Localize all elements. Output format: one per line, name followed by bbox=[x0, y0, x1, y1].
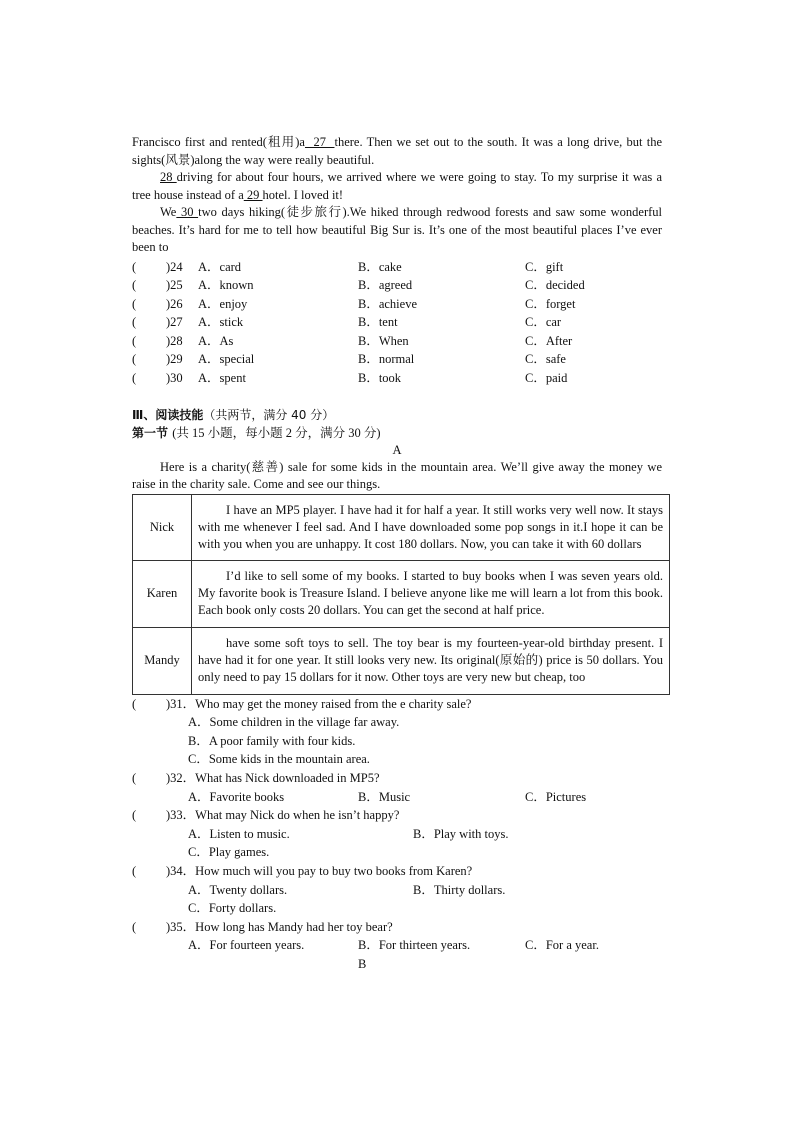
answer-row bbox=[132, 750, 662, 769]
option-c: C．For a year. bbox=[525, 938, 599, 953]
option-b: B．agreed bbox=[358, 278, 413, 293]
paren: ( bbox=[132, 771, 137, 786]
answer-row bbox=[132, 825, 662, 844]
question-text: )34．How much will you pay to buy two books from Karen? bbox=[166, 864, 473, 878]
paren: ( bbox=[132, 371, 137, 386]
question-33 bbox=[132, 806, 662, 825]
text: there. Then we set out to the south. It was a long drive, but the sights(风景)along the way were really beautiful. bbox=[132, 135, 662, 167]
blank-28: 28 bbox=[160, 170, 177, 184]
cloze-paragraph-1 bbox=[132, 134, 662, 169]
option-a: A．stick bbox=[198, 315, 244, 330]
option-b: B．achieve bbox=[358, 296, 418, 311]
answer-row bbox=[132, 899, 662, 918]
option-row bbox=[132, 276, 662, 295]
option-row bbox=[132, 258, 662, 277]
option-row bbox=[132, 295, 662, 314]
seller-text bbox=[192, 627, 670, 694]
question-number: )26 bbox=[166, 296, 183, 311]
passage-b-row bbox=[132, 955, 662, 974]
option-a: A．Favorite books bbox=[188, 789, 285, 804]
section-title: Ⅲ、阅读技能 bbox=[132, 407, 204, 422]
option-b: B．cake bbox=[358, 259, 402, 274]
option-b: B．When bbox=[358, 333, 409, 348]
paren: ( bbox=[132, 864, 137, 878]
cloze-paragraph-3 bbox=[132, 204, 662, 257]
question-number: )24 bbox=[166, 259, 183, 274]
option-c: C．gift bbox=[525, 259, 564, 274]
question-32 bbox=[132, 769, 662, 788]
blank-29: 29 bbox=[243, 187, 263, 202]
text: We bbox=[160, 205, 177, 219]
seller-text bbox=[192, 560, 670, 627]
option-b: B．tent bbox=[358, 315, 398, 330]
subsection-heading bbox=[132, 424, 662, 442]
paren: ( bbox=[132, 696, 137, 711]
option-c: C．forget bbox=[525, 296, 576, 311]
passage-intro: Here is a charity(慈善) sale for some kids in the mountain area. We’ll give away the money we raise in the charity sale. Come and see our things. bbox=[132, 459, 662, 492]
section-note: （共两节，满分 40 分） bbox=[203, 407, 335, 422]
question-text: )35．How long has Mandy had her toy bear? bbox=[166, 919, 393, 934]
option-c: C．car bbox=[525, 315, 562, 330]
option-a: A．spent bbox=[198, 371, 246, 386]
option-c: C．Play games. bbox=[188, 845, 270, 860]
answer-row bbox=[132, 713, 662, 732]
text: hotel. I loved it! bbox=[262, 187, 344, 202]
text: have some soft toys to sell. The toy bear is my fourteen-year-old birthday present. I have had it for one year. It still looks very new. Its original(原始的) price is 50 dollars. You only need to pay 15 dollars for it now. Other toys are very new but cheap, too bbox=[198, 636, 663, 685]
question-text: )31．Who may get the money raised from the e charity sale? bbox=[166, 696, 472, 711]
question-number: )25 bbox=[166, 278, 183, 293]
option-a: A．known bbox=[198, 278, 254, 293]
option-a: A．special bbox=[198, 352, 255, 367]
passage-b-label: B bbox=[358, 956, 367, 971]
question-34 bbox=[132, 862, 662, 881]
text: Francisco first and rented(租用)a bbox=[132, 135, 305, 149]
paren: ( bbox=[132, 296, 137, 311]
text: driving for about four hours, we arrived where we were going to stay. To my surprise it was a tree house instead of a bbox=[132, 170, 663, 202]
table-row bbox=[133, 494, 670, 560]
paren: ( bbox=[132, 333, 137, 348]
option-c: C．After bbox=[525, 333, 573, 348]
option-a: A．enjoy bbox=[198, 296, 248, 311]
question-31 bbox=[132, 695, 662, 714]
exam-page bbox=[132, 134, 662, 974]
passage-a-label: A bbox=[392, 442, 402, 457]
question-text: )32．What has Nick downloaded in MP5? bbox=[166, 771, 380, 786]
question-text: )33．What may Nick do when he isn’t happy? bbox=[166, 808, 400, 823]
option-row bbox=[132, 369, 662, 388]
answer-row bbox=[132, 788, 662, 807]
option-c: C．Forty dollars. bbox=[188, 901, 277, 916]
paren: ( bbox=[132, 352, 137, 367]
option-c: C．decided bbox=[525, 278, 585, 293]
option-b: B．Play with toys. bbox=[413, 826, 509, 841]
option-c: C．paid bbox=[525, 371, 568, 386]
questions bbox=[132, 695, 662, 974]
paren: ( bbox=[132, 919, 137, 934]
section-heading bbox=[132, 406, 662, 424]
seller-name: Karen bbox=[133, 560, 192, 627]
option-c: C．safe bbox=[525, 352, 566, 367]
question-number: )29 bbox=[166, 352, 183, 367]
answer-row bbox=[132, 881, 662, 900]
text: I have an MP5 player. I have had it for half a year. It still works very well now. It stays with me whenever I feel sad. And I have downloaded some pop songs in it.I hope it can be with you when you are unhappy. It cost 180 dollars. Now, you can take it with 60 dollars bbox=[198, 502, 663, 551]
text: I’d like to sell some of my books. I started to buy books when I was seven years old. My favorite book is Treasure Island. I believe anyone like me will learn a lot from this book. Each book only costs 20 dollars. You can get the second at half price. bbox=[198, 569, 663, 618]
question-number: )30 bbox=[166, 371, 183, 386]
option-row bbox=[132, 332, 662, 351]
cloze-paragraph-2 bbox=[132, 169, 662, 204]
seller-text bbox=[192, 494, 670, 560]
charity-table bbox=[132, 494, 670, 695]
paren: ( bbox=[132, 315, 137, 330]
option-a: A．Listen to music. bbox=[188, 826, 290, 841]
option-b: B．A poor family with four kids. bbox=[188, 733, 356, 748]
option-b: B．Thirty dollars. bbox=[413, 882, 506, 897]
option-c: C．Pictures bbox=[525, 789, 587, 804]
subsection-title: 第一节 bbox=[132, 425, 169, 440]
table-row bbox=[133, 560, 670, 627]
paren: ( bbox=[132, 259, 137, 274]
option-b: B．Music bbox=[358, 789, 411, 804]
option-b: B．For thirteen years. bbox=[358, 938, 471, 953]
cloze-options bbox=[132, 258, 662, 388]
blank-27: 27 bbox=[304, 135, 335, 149]
option-a: A．For fourteen years. bbox=[188, 938, 305, 953]
answer-row bbox=[132, 843, 662, 862]
option-row bbox=[132, 350, 662, 369]
option-a: A．Some children in the village far away. bbox=[188, 715, 400, 730]
option-c: C．Some kids in the mountain area. bbox=[188, 752, 370, 767]
option-row bbox=[132, 313, 662, 332]
option-b: B．took bbox=[358, 371, 402, 386]
answer-row bbox=[132, 936, 662, 955]
paren: ( bbox=[132, 278, 137, 293]
question-35 bbox=[132, 918, 662, 937]
answer-row bbox=[132, 732, 662, 751]
option-a: A．Twenty dollars. bbox=[188, 882, 288, 897]
question-number: )28 bbox=[166, 333, 183, 348]
seller-name: Mandy bbox=[133, 627, 192, 694]
subsection-note: (共 15 小题，每小题 2 分，满分 30 分) bbox=[172, 425, 381, 440]
option-a: A．card bbox=[198, 259, 242, 274]
blank-30: 30 bbox=[176, 205, 199, 219]
option-a: A．As bbox=[198, 333, 234, 348]
question-number: )27 bbox=[166, 315, 183, 330]
paren: ( bbox=[132, 808, 137, 823]
text: two days hiking(徒步旅行).We hiked through redwood forests and saw some wonderful beaches. It’s hard for me to tell how beautiful Big Sur is. It’s one of the most beautiful places I’ve ever been to bbox=[132, 205, 663, 254]
table-row bbox=[133, 627, 670, 694]
seller-name: Nick bbox=[133, 494, 192, 560]
option-b: B．normal bbox=[358, 352, 415, 367]
